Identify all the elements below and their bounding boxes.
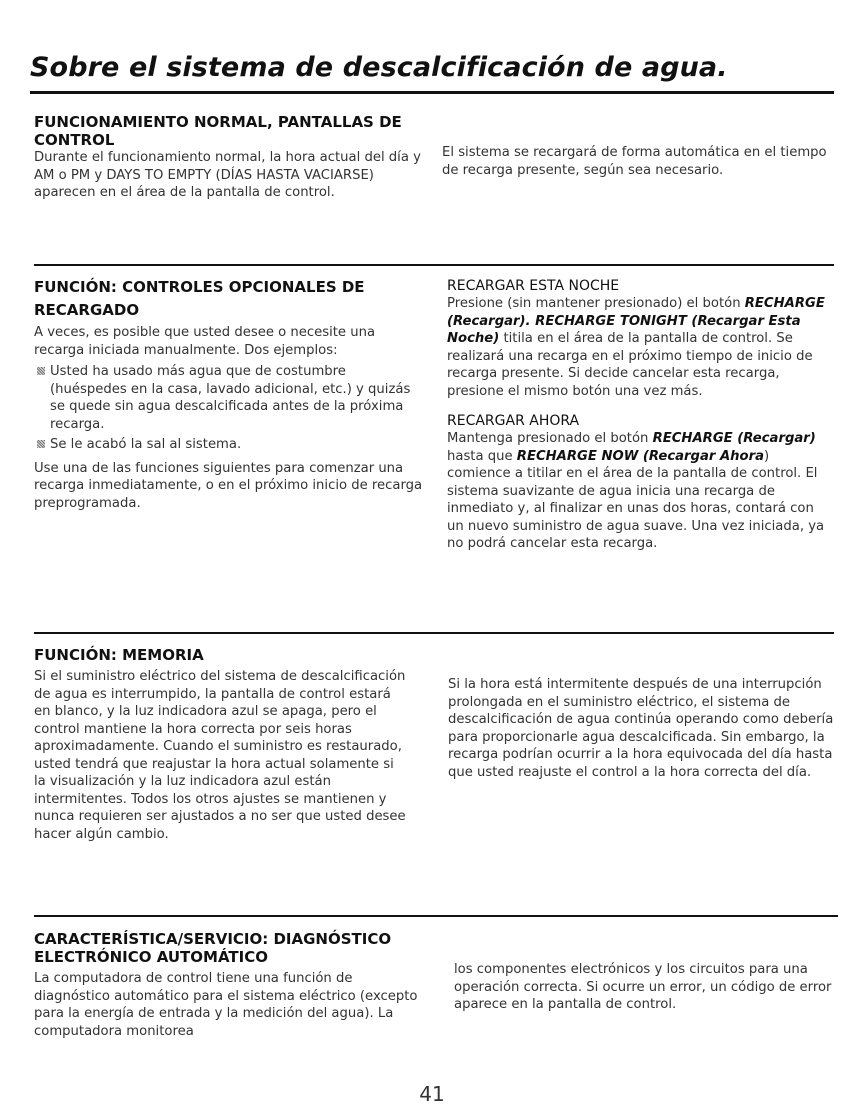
paragraph: Si el suministro eléctrico del sistema de descalcificación de agua es interrumpido, la pantalla de control estará en blanco, y la luz indicadora azul se apaga, pero el control mantiene la hora correcta por seis horas aproximadamente. Cuando el suministro es restaurado, usted tendrá que reajustar la hora actual solamente si la visualización y la luz indicadora azul están intermitentes. Todos los otros ajustes se mantienen y nunca requieren ser ajustados a no ser que usted desee hacer algún cambio.	[34, 669, 406, 842]
section-recharge-controls-right	[447, 277, 834, 553]
title-underline	[30, 91, 834, 94]
square-bullet-icon	[37, 367, 45, 375]
section-diagnostics-left	[34, 930, 424, 1040]
paragraph: El sistema se recargará de forma automática en el tiempo de recarga presente, según sea necesario.	[442, 145, 827, 178]
section-heading: CARACTERÍSTICA/SERVICIO: DIAGNÓSTICO ELECTRÓNICO AUTOMÁTICO	[34, 930, 392, 966]
subheading-recharge-tonight: RECARGAR ESTA NOCHE	[447, 278, 620, 294]
list-item: Usted ha usado más agua que de costumbre (huéspedes en la casa, lavado adicional, etc.) y quizás se quede sin agua descalcificada antes de la próxima recarga.	[34, 363, 424, 433]
section-recharge-controls-left	[34, 276, 424, 512]
bullet-list	[34, 363, 424, 454]
section-heading: FUNCIÓN: CONTROLES OPCIONALES DE RECARGADO	[34, 278, 365, 319]
section-normal-operation-left	[34, 113, 424, 202]
paragraph: Use una de las funciones siguientes para comenzar una recarga inmediatamente, o en el próximo inicio de recarga preprogramada.	[34, 460, 423, 511]
section-divider	[34, 264, 834, 266]
section-heading: FUNCIÓN: MEMORIA	[34, 646, 204, 664]
section-memory-left	[34, 646, 409, 843]
section-diagnostics-right	[454, 961, 834, 1014]
paragraph: La computadora de control tiene una función de diagnóstico automático para el sistema eléctrico (excepto para la energía de entrada y la medición del agua). La computadora monitorea	[34, 971, 418, 1039]
section-divider	[34, 915, 838, 917]
section-heading: FUNCIONAMIENTO NORMAL, PANTALLAS DE CONTROL	[34, 113, 402, 149]
paragraph: Mantenga presionado el botón RECHARGE (Recargar) hasta que RECHARGE NOW (Recargar Ahora) comience a titilar en el área de la pantalla de control. El sistema suavizante de agua inicia una recarga de inmediato y, al finalizar en unas dos horas, contará con un nuevo suministro de agua suave. Una vez iniciada, ya no podrá cancelar esta recarga.	[447, 431, 825, 551]
paragraph: los componentes electrónicos y los circuitos para una operación correcta. Si ocurre un error, un código de error aparece en la pantalla de control.	[454, 962, 832, 1012]
section-memory-right	[448, 676, 834, 781]
square-bullet-icon	[37, 440, 45, 448]
page-title: Sobre el sistema de descalcificación de agua.	[30, 52, 728, 83]
paragraph: Durante el funcionamiento normal, la hora actual del día y AM o PM y DAYS TO EMPTY (DÍAS HASTA VACIARSE) aparecen en el área de la pantalla de control.	[34, 150, 421, 200]
section-divider	[34, 632, 834, 634]
page-number: 41	[419, 1082, 445, 1106]
list-item: Se le acabó la sal al sistema.	[34, 436, 424, 454]
paragraph: Si la hora está intermitente después de una interrupción prolongada en el suministro eléctrico, el sistema de descalcificación de agua continúa operando como debería para proporcionarle agua descalcificada. Sin embargo, la recarga podrían ocurrir a la hora equivocada del día hasta que usted reajuste el control a la hora correcta del día.	[448, 677, 834, 780]
paragraph: Presione (sin mantener presionado) el botón RECHARGE (Recargar). RECHARGE TONIGHT (Recargar Esta Noche) titila en el área de la pantalla de control. Se realizará una recarga en el próximo tiempo de inicio de recarga presente. Si decide cancelar esta recarga, presione el mismo botón una vez más.	[447, 296, 825, 399]
section-normal-operation-right	[442, 144, 834, 179]
paragraph: A veces, es posible que usted desee o necesite una recarga iniciada manualmente. Dos ejemplos:	[34, 325, 376, 358]
subheading-recharge-now: RECARGAR AHORA	[447, 413, 580, 429]
